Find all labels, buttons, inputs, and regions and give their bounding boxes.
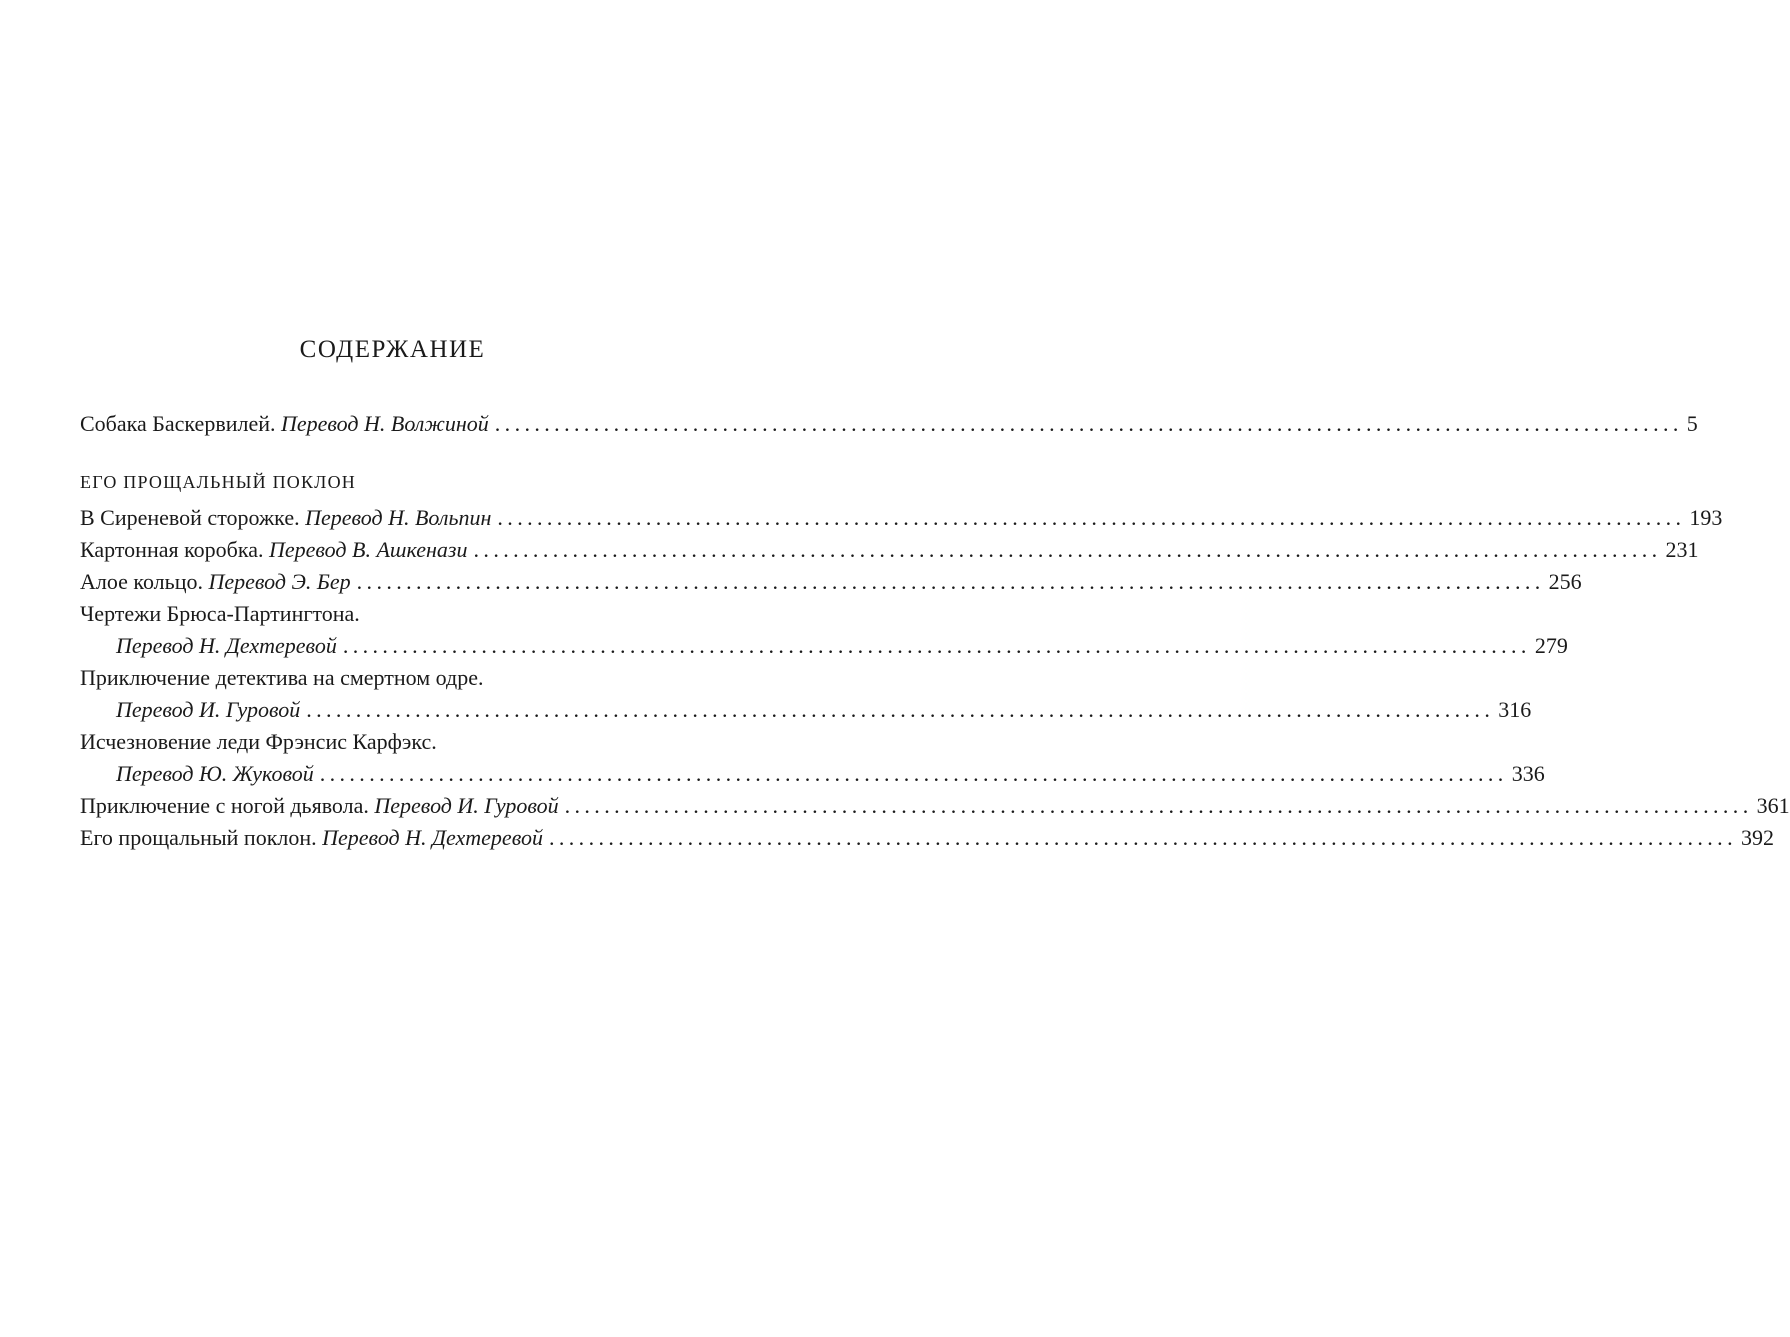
entry-title: Приключение детектива на смертном одре. [80, 665, 484, 690]
entry-title: Его прощальный поклон. [80, 825, 317, 850]
dot-leader: ........................................................................................................................ [356, 569, 1545, 594]
toc-entry[interactable] [80, 566, 1582, 598]
dot-leader: ........................................................................................................................ [473, 537, 1662, 562]
toc-entry[interactable] [80, 790, 1790, 822]
entry-page-number: 256 [1548, 569, 1582, 594]
toc-entry-translator-line[interactable] [80, 758, 1545, 790]
entry-page-number: 336 [1511, 761, 1545, 786]
entry-title: Алое кольцо. [80, 569, 203, 594]
section-heading: ЕГО ПРОЩАЛЬНЫЙ ПОКЛОН [80, 472, 356, 492]
entry-page-number: 392 [1740, 825, 1774, 850]
toc-entry-title-line[interactable] [80, 598, 702, 630]
entry-translator: Перевод Н. Дехтеревой [116, 633, 337, 658]
entry-page-number: 361 [1756, 793, 1790, 818]
dot-leader: ........................................................................................................................ [494, 411, 1683, 436]
dot-leader: ........................................................................................................................ [306, 697, 1495, 722]
table-of-contents [80, 408, 1790, 854]
entry-translator: Перевод И. Гуровой [374, 793, 559, 818]
toc-entry-main[interactable] [80, 408, 1698, 440]
entry-translator: Перевод Н. Дехтеревой [322, 825, 543, 850]
toc-entry[interactable] [80, 822, 1774, 854]
page-title: СОДЕРЖАНИЕ [299, 336, 486, 363]
entry-page-number: 279 [1534, 633, 1568, 658]
toc-entry[interactable] [80, 502, 1723, 534]
entry-title: Чертежи Брюса-Партингтона. [80, 601, 360, 626]
entry-page-number: 193 [1689, 505, 1723, 530]
entry-translator: Перевод Ю. Жуковой [116, 761, 314, 786]
dot-leader: ........................................................................................................................ [319, 761, 1508, 786]
entry-translator: Перевод В. Ашкенази [269, 537, 468, 562]
dot-leader: ........................................................................................................................ [497, 505, 1686, 530]
entry-translator: Перевод Н. Вольпин [305, 505, 492, 530]
entry-title: Картонная коробка. [80, 537, 264, 562]
entry-translator: Перевод Э. Бер [208, 569, 351, 594]
entry-translator: Перевод Н. Волжиной [281, 411, 489, 436]
toc-entry-translator-line[interactable] [80, 694, 1532, 726]
entry-title: Приключение с ногой дьявола. [80, 793, 369, 818]
entry-page-number: 231 [1665, 537, 1699, 562]
entry-page-number: 5 [1686, 411, 1698, 436]
toc-entry-title-line[interactable] [80, 726, 702, 758]
entry-title: В Сиреневой сторожке. [80, 505, 300, 530]
toc-entry-translator-line[interactable] [80, 630, 1568, 662]
entry-title: Исчезновение леди Фрэнсис Карфэкс. [80, 729, 437, 754]
toc-entry[interactable] [80, 534, 1699, 566]
entry-translator: Перевод И. Гуровой [116, 697, 301, 722]
entry-page-number: 316 [1498, 697, 1532, 722]
dot-leader: ........................................................................................................................ [564, 793, 1753, 818]
entry-title: Собака Баскервилей. [80, 411, 276, 436]
toc-entry-title-line[interactable] [80, 662, 702, 694]
dot-leader: ........................................................................................................................ [342, 633, 1531, 658]
dot-leader: ........................................................................................................................ [548, 825, 1737, 850]
